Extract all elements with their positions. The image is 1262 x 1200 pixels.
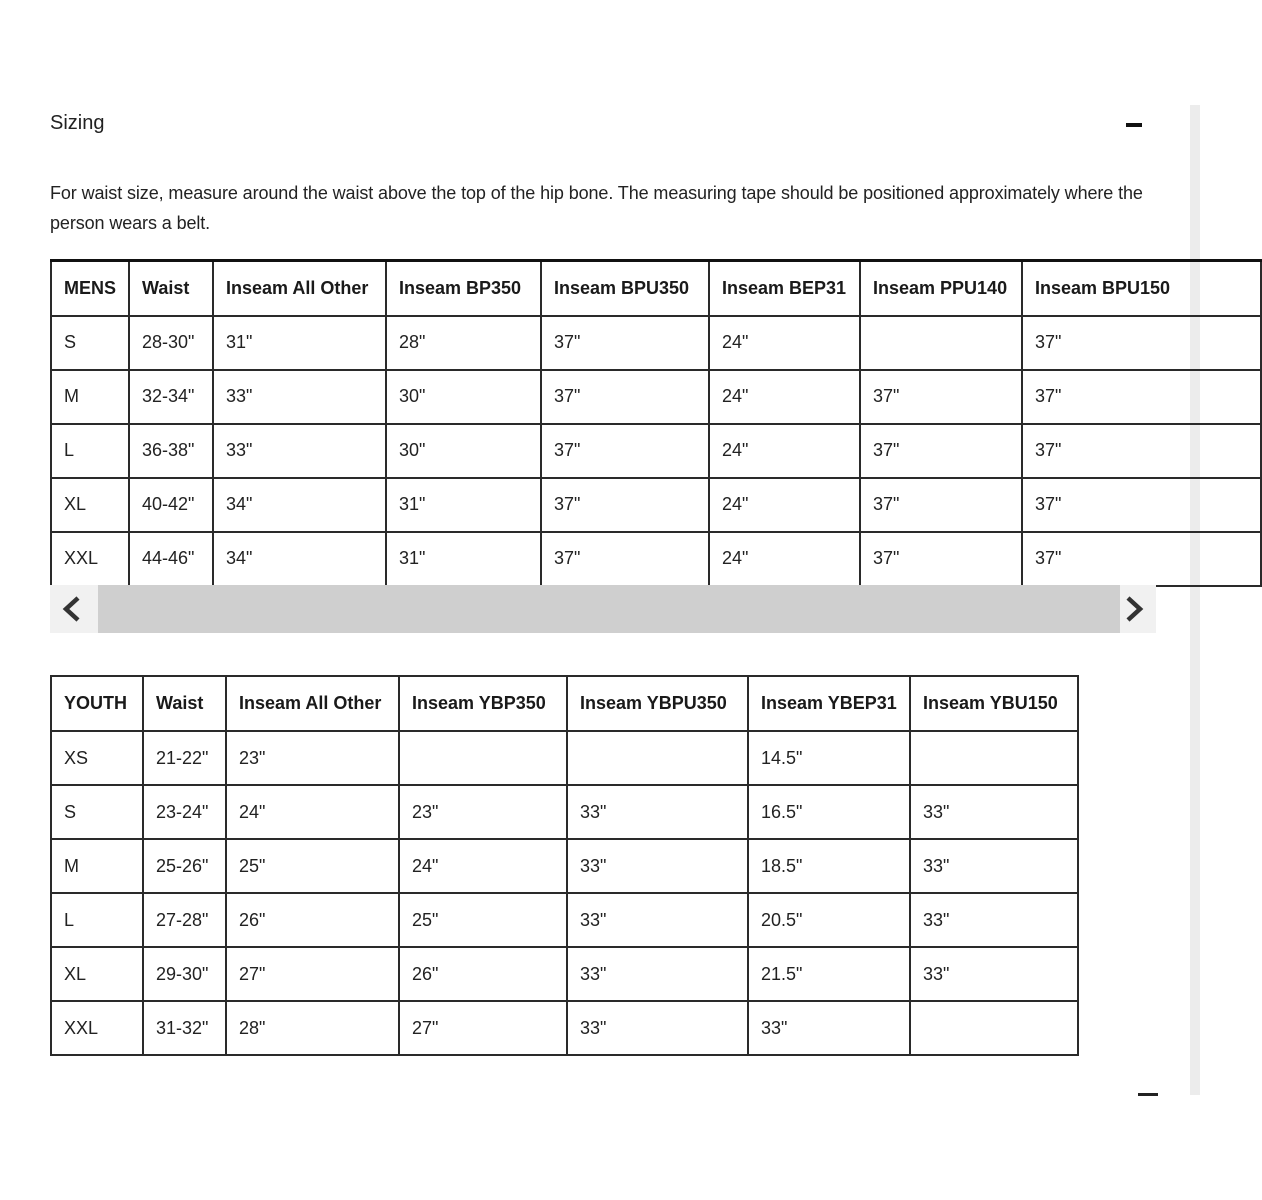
table-cell: 37": [541, 478, 709, 532]
table-cell: 37": [860, 478, 1022, 532]
table-cell: 34": [213, 532, 386, 586]
table-cell: [860, 316, 1022, 370]
table-cell: 27-28": [143, 893, 226, 947]
mens-header-cell: Inseam BP350: [386, 261, 541, 316]
youth-header-cell: Inseam YBPU350: [567, 676, 748, 731]
scroll-left-button[interactable]: [50, 585, 94, 633]
table-cell: 24": [709, 478, 860, 532]
table-cell: 26": [399, 947, 567, 1001]
mens-header-cell: Inseam BPU350: [541, 261, 709, 316]
scrollbar-thumb[interactable]: [98, 585, 1120, 633]
table-cell: 33": [567, 785, 748, 839]
table-cell: 37": [860, 370, 1022, 424]
table-cell: 37": [860, 532, 1022, 586]
table-cell: 33": [567, 839, 748, 893]
section-title: Sizing: [50, 112, 105, 134]
table-cell: 33": [910, 839, 1078, 893]
table-cell: 37": [1022, 478, 1261, 532]
table-cell: 36-38": [129, 424, 213, 478]
table-cell: 28-30": [129, 316, 213, 370]
table-cell: L: [51, 893, 143, 947]
youth-header-cell: Inseam YBEP31: [748, 676, 910, 731]
table-cell: 21.5": [748, 947, 910, 1001]
table-cell: 34": [213, 478, 386, 532]
table-cell: XL: [51, 478, 129, 532]
table-cell: 32-34": [129, 370, 213, 424]
table-cell: 33": [567, 1001, 748, 1055]
table-cell: 37": [860, 424, 1022, 478]
mens-header-cell: Inseam All Other: [213, 261, 386, 316]
table-cell: 31": [386, 478, 541, 532]
table-cell: [399, 731, 567, 785]
table-cell: 23": [399, 785, 567, 839]
youth-header-row: [51, 676, 1078, 731]
table-cell: 33": [567, 893, 748, 947]
table-cell: XXL: [51, 1001, 143, 1055]
table-row: [51, 893, 1078, 947]
table-row: [51, 839, 1078, 893]
mens-header-cell: Inseam BEP31: [709, 261, 860, 316]
table-cell: 31": [213, 316, 386, 370]
table-cell: 28": [226, 1001, 399, 1055]
table-cell: XXL: [51, 532, 129, 586]
mens-header-cell: Waist: [129, 261, 213, 316]
table-cell: 33": [910, 947, 1078, 1001]
table-cell: 33": [748, 1001, 910, 1055]
table-cell: 26": [226, 893, 399, 947]
table-row: [51, 785, 1078, 839]
table-cell: 21-22": [143, 731, 226, 785]
table-row: [51, 424, 1261, 478]
table-cell: 23-24": [143, 785, 226, 839]
table-cell: 24": [226, 785, 399, 839]
table-cell: 30": [386, 424, 541, 478]
youth-header-cell: Inseam All Other: [226, 676, 399, 731]
table-row: [51, 947, 1078, 1001]
bottom-edge-mark: [1138, 1093, 1158, 1096]
mens-size-table: [50, 259, 1262, 587]
table-cell: M: [51, 839, 143, 893]
table-cell: 24": [709, 370, 860, 424]
table-cell: [910, 731, 1078, 785]
table-cell: M: [51, 370, 129, 424]
table-cell: 16.5": [748, 785, 910, 839]
mens-header-cell: Inseam BPU150: [1022, 261, 1261, 316]
youth-header-cell: Inseam YBP350: [399, 676, 567, 731]
table-cell: [567, 731, 748, 785]
table-cell: 24": [709, 424, 860, 478]
table-cell: 25": [399, 893, 567, 947]
table-cell: 14.5": [748, 731, 910, 785]
table-cell: 31": [386, 532, 541, 586]
scroll-right-button[interactable]: [1112, 585, 1156, 633]
table-cell: 23": [226, 731, 399, 785]
table-cell: 33": [910, 893, 1078, 947]
table-row: [51, 532, 1261, 586]
youth-header-cell: Waist: [143, 676, 226, 731]
table-row: [51, 1001, 1078, 1055]
table-row: [51, 478, 1261, 532]
youth-size-table: [50, 675, 1079, 1056]
table-cell: 27": [399, 1001, 567, 1055]
table-cell: 37": [1022, 316, 1261, 370]
table-cell: 25": [226, 839, 399, 893]
chevron-right-icon: [1122, 595, 1146, 623]
youth-header-cell: YOUTH: [51, 676, 143, 731]
table-cell: 20.5": [748, 893, 910, 947]
table-cell: 33": [567, 947, 748, 1001]
table-cell: 29-30": [143, 947, 226, 1001]
table-cell: 37": [541, 424, 709, 478]
table-cell: 37": [541, 316, 709, 370]
table-cell: S: [51, 316, 129, 370]
table-cell: 27": [226, 947, 399, 1001]
table-cell: 37": [1022, 370, 1261, 424]
table-cell: 31-32": [143, 1001, 226, 1055]
table-cell: 30": [386, 370, 541, 424]
table-cell: XS: [51, 731, 143, 785]
table-row: [51, 316, 1261, 370]
table-cell: S: [51, 785, 143, 839]
table-row: [51, 370, 1261, 424]
table-cell: 24": [399, 839, 567, 893]
youth-header-cell: Inseam YBU150: [910, 676, 1078, 731]
minus-icon: [1126, 123, 1142, 127]
table-cell: 33": [213, 424, 386, 478]
table-cell: 28": [386, 316, 541, 370]
table-cell: 33": [213, 370, 386, 424]
chevron-left-icon: [60, 595, 84, 623]
table-cell: 18.5": [748, 839, 910, 893]
table-row: [51, 731, 1078, 785]
table-cell: 40-42": [129, 478, 213, 532]
table-cell: 24": [709, 532, 860, 586]
table-cell: XL: [51, 947, 143, 1001]
sizing-description: For waist size, measure around the waist above the top of the hip bone. The measuring tape should be positioned approximately where the person wears a belt.: [50, 183, 1143, 233]
table-cell: L: [51, 424, 129, 478]
table-cell: 25-26": [143, 839, 226, 893]
table-cell: 24": [709, 316, 860, 370]
table-cell: 44-46": [129, 532, 213, 586]
right-edge-divider: [1190, 105, 1200, 1095]
collapse-button[interactable]: [1124, 112, 1154, 140]
mens-header-cell: MENS: [51, 261, 129, 316]
table-cell: 37": [1022, 532, 1261, 586]
mens-header-row: [51, 261, 1261, 316]
mens-header-cell: Inseam PPU140: [860, 261, 1022, 316]
table-cell: [910, 1001, 1078, 1055]
sizing-section-header[interactable]: [50, 112, 1156, 140]
table-cell: 37": [1022, 424, 1261, 478]
horizontal-scrollbar[interactable]: [50, 585, 1156, 633]
table-cell: 37": [541, 532, 709, 586]
table-cell: 37": [541, 370, 709, 424]
mens-table-viewport[interactable]: [50, 259, 1171, 584]
table-cell: 33": [910, 785, 1078, 839]
